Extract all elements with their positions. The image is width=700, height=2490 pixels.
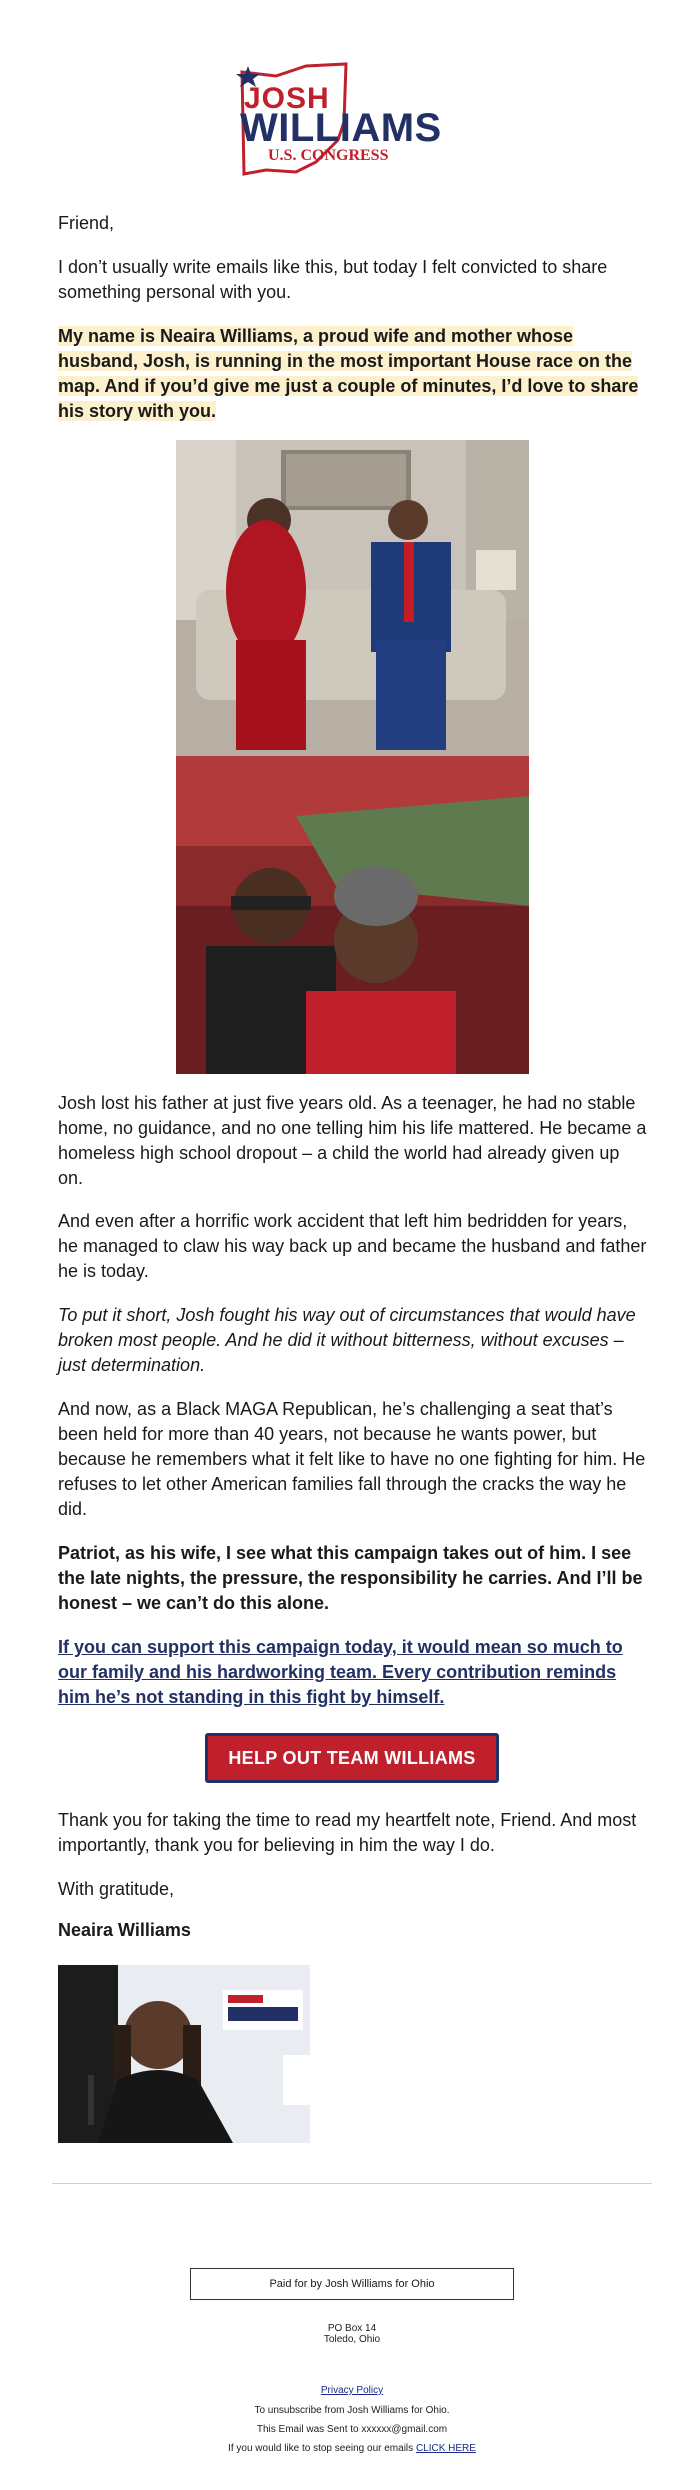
campaign-logo: [228, 60, 468, 180]
click-here-link[interactable]: CLICK HERE: [415, 2443, 476, 2454]
appeal-paragraph: Patriot, as his wife, I see what this campaign takes out of him. I see the late nights, the pressure, the responsibility he carries. And I’ll be honest – we can’t do this alone.: [58, 1543, 643, 1613]
footer-divider: [52, 2183, 652, 2184]
logo-first-name: JOSH: [244, 82, 330, 115]
paid-for-box: Paid for by Josh Williams for Ohio: [190, 2268, 514, 2300]
stadium-selfie-photo: [176, 756, 529, 1074]
logo-last-name: WILLIAMS: [240, 106, 442, 150]
story-paragraph-4: And now, as a Black MAGA Republican, he’s challenging a seat that’s been held for more than 40 years, not because he wants power, but because he remembers what it felt like to have no one fighting for him. He refuses to let other American families fall through the cracks the way he did.: [58, 1399, 646, 1519]
donate-link[interactable]: If you can support this campaign today, it would mean so much to our family and his hardworking team. Every contribution reminds him he’s not standing in this fight by himself.: [58, 1637, 623, 1707]
couple-couch-photo: [176, 440, 529, 756]
story-paragraph-1: Josh lost his father at just five years old. As a teenager, he had no stable home, no guidance, and no one telling him his life mattered. He became a homeless high school dropout – a child the world had already given up on.: [58, 1093, 647, 1188]
unsubscribe-text: To unsubscribe from Josh Williams for Ohio.: [254, 2405, 450, 2416]
closing: With gratitude,: [58, 1879, 175, 1899]
address-line-2: Toledo, Ohio: [323, 2334, 381, 2345]
help-out-button[interactable]: HELP OUT TEAM WILLIAMS: [205, 1733, 499, 1783]
sent-to-text: This Email was Sent to xxxxxx@gmail.com: [256, 2424, 448, 2435]
privacy-policy-link[interactable]: Privacy Policy: [320, 2385, 384, 2396]
neaira-portrait-photo: [58, 1965, 310, 2143]
signature: Neaira Williams: [58, 1920, 191, 1940]
highlight-paragraph: [58, 324, 648, 424]
story-paragraph-3: To put it short, Josh fought his way out of circumstances that would have broken most people. And he did it without bitterness, without excuses – just determination.: [58, 1305, 636, 1375]
address-line-1: PO Box 14: [327, 2323, 377, 2334]
donate-paragraph: [58, 1635, 648, 1710]
highlight-text: My name is Neaira Williams, a proud wife and mother whose husband, Josh, is running in the most important House race on the map. And if you’d give me just a couple of minutes, I’d love to share his story with you.: [58, 326, 639, 421]
story-paragraph-2: And even after a horrific work accident that left him bedridden for years, he managed to claw his way back up and became the husband and father he is today.: [58, 1211, 647, 1281]
intro-paragraph: I don’t usually write emails like this, but today I felt convicted to share something personal with you.: [58, 257, 608, 302]
privacy-policy-row: [52, 2385, 652, 2397]
greeting: Friend,: [58, 213, 115, 233]
stop-emails-text: If you would like to stop seeing our emails: [228, 2443, 414, 2454]
thank-you-paragraph: Thank you for taking the time to read my heartfelt note, Friend. And most importantly, thank you for believing in him the way I do.: [58, 1810, 637, 1855]
logo-subtitle: U.S. CONGRESS: [268, 147, 389, 164]
stop-emails-row: [52, 2443, 652, 2455]
